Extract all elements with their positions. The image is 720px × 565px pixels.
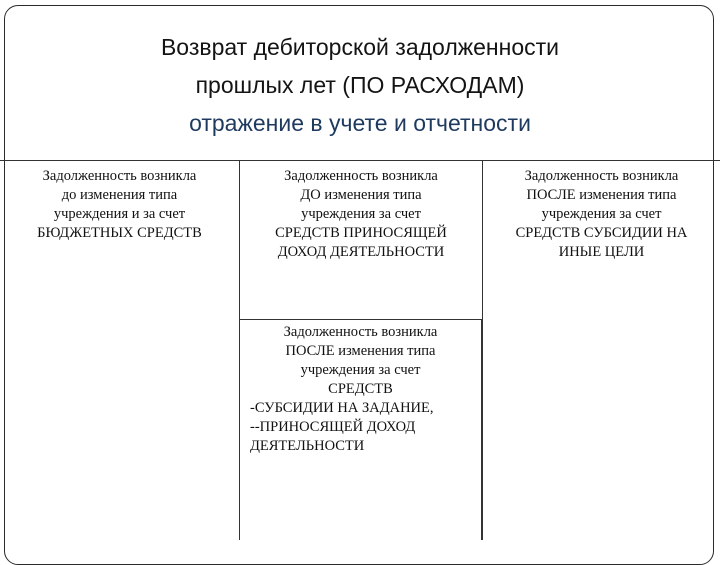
cell-line: ИНЫЕ ЦЕЛИ (558, 244, 645, 260)
slide-title (40, 28, 680, 142)
cell-income-activity-before-text (240, 161, 482, 262)
cell-income-activity-before (240, 160, 482, 320)
cell-line: БЮДЖЕТНЫХ СРЕДСТВ (37, 225, 202, 241)
classification-table (0, 160, 720, 540)
cell-line: ПОСЛЕ изменения типа (285, 343, 436, 359)
title-line-2: прошлых лет (ПО РАСХОДАМ) (195, 72, 525, 98)
title-line-1: Возврат дебиторской задолженности (160, 34, 560, 60)
cell-line: СРЕДСТВ ПРИНОСЯЩЕЙ (275, 225, 447, 241)
cell-subsidy-other-purposes (482, 160, 720, 540)
cell-subsidy-other-purposes-text (483, 161, 720, 262)
cell-line: Задолженность возникла (283, 324, 438, 340)
cell-line: СРЕДСТВ СУБСИДИИ НА (515, 225, 688, 241)
cell-line: учреждения за счет (301, 206, 421, 222)
cell-after-change-mixed-funds-text (240, 319, 481, 456)
cell-line: Задолженность возникла (42, 168, 197, 184)
list-item: -СУБСИДИИ НА ЗАДАНИЕ, (250, 400, 434, 416)
cell-line: ПОСЛЕ изменения типа (526, 187, 677, 203)
cell-line: до изменения типа (61, 187, 178, 203)
cell-line: учреждения и за счет (53, 206, 186, 222)
title-line-3: отражение в учете и отчетности (189, 110, 531, 136)
cell-budget-funds (0, 160, 240, 540)
funding-sources-list (244, 399, 477, 456)
cell-after-change-mixed-funds (240, 319, 482, 540)
cell-line: ДОХОД ДЕЯТЕЛЬНОСТИ (277, 244, 445, 260)
cell-line: учреждения за счет (300, 362, 421, 378)
list-item: ДЕЯТЕЛЬНОСТИ (250, 438, 365, 454)
cell-line: ДО изменения типа (300, 187, 422, 203)
cell-line: Задолженность возникла (524, 168, 679, 184)
cell-line: СРЕДСТВ (328, 381, 393, 397)
list-item: --ПРИНОСЯЩЕЙ ДОХОД (250, 419, 416, 435)
cell-line: учреждения за счет (541, 206, 662, 222)
cell-budget-funds-text (0, 161, 239, 243)
cell-line: Задолженность возникла (284, 168, 438, 184)
